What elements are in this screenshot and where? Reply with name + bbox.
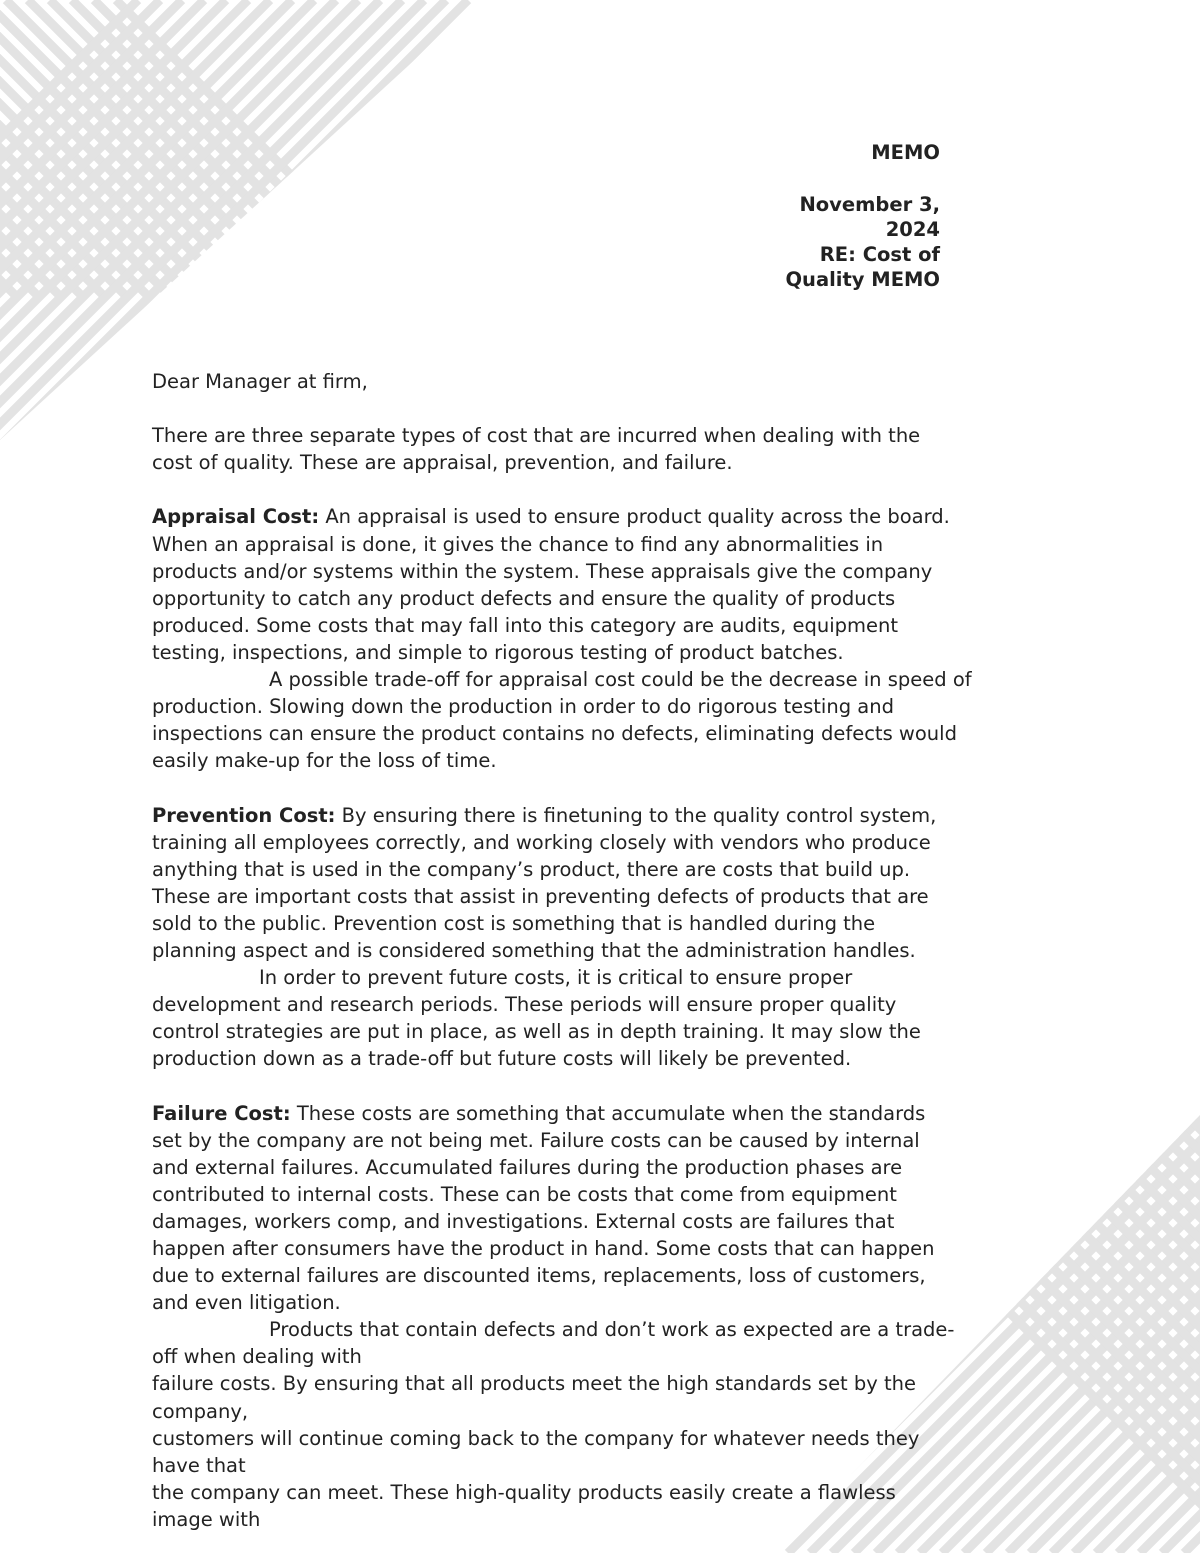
decorative-stripe xyxy=(0,0,262,300)
memo-subject: RE: Cost of Quality MEMO xyxy=(785,243,940,291)
decorative-stripe xyxy=(1108,1103,1200,1553)
decorative-stripe xyxy=(1086,1103,1200,1553)
decorative-stripe xyxy=(1042,1103,1200,1553)
decorative-stripe xyxy=(1196,1103,1200,1553)
memo-title: MEMO xyxy=(871,141,940,164)
decorative-stripe xyxy=(1030,1103,1200,1553)
decorative-stripe xyxy=(0,0,86,300)
decorative-stripe xyxy=(0,0,130,300)
decorative-stripe xyxy=(94,0,394,300)
decorative-stripe xyxy=(1064,1103,1200,1553)
decorative-stripe xyxy=(0,0,174,300)
appraisal-label: Appraisal Cost: xyxy=(152,505,320,529)
decorative-stripe xyxy=(0,0,240,300)
prevention-tradeoff: In order to prevent future costs, it is critical to ensure proper development and research periods. These periods will ensure proper quality control strategies are put in place, as well as in depth training. It may slow the production down as a trade-off but future costs will likely be prevented. xyxy=(152,966,921,1071)
decorative-stripe xyxy=(1118,1103,1200,1553)
memo-header xyxy=(680,140,940,292)
intro-paragraph: There are three separate types of cost that are incurred when dealing with the cost of quality. These are appraisal, prevention, and failure. xyxy=(152,424,921,475)
decorative-stripe xyxy=(1052,1103,1200,1553)
memo-date: November 3, 2024 xyxy=(799,193,940,241)
decorative-stripe xyxy=(6,0,306,300)
decorative-stripe xyxy=(1162,1103,1200,1553)
decorative-stripe xyxy=(72,0,372,300)
decorative-stripe xyxy=(0,0,108,300)
failure-label: Failure Cost: xyxy=(152,1101,291,1125)
prevention-label: Prevention Cost: xyxy=(152,803,336,827)
decorative-stripe xyxy=(0,0,138,440)
failure-text: These costs are something that accumulate when the standards set by the company are not being met. Failure costs can be caused by internal and external failures. Accumulated failures during the production phases are contributed to internal costs. These can be costs that come from equipment damages, workers comp, and investigations. External costs are failures that happen after consumers have the product in hand. Some costs that can happen due to external failures are discounted items, replacements, loss of customers, and even litigation. xyxy=(152,1101,935,1315)
failure-tradeoff: Products that contain defects and don’t work as expected are a trade- off when dealing with failure costs. By ensuring that all products meet the high standards set by the company, customers will continue coming back to the company for whatever needs they have that the company can meet. These high-quality products easily create a flawless image with xyxy=(152,1318,955,1531)
decorative-stripe xyxy=(1096,1103,1200,1553)
decorative-stripe xyxy=(0,0,196,300)
decorative-stripe xyxy=(0,0,64,300)
decorative-stripe xyxy=(0,0,20,300)
appraisal-tradeoff: A possible trade-off for appraisal cost could be the decrease in speed of production. Slowing down the production in order to do rigorous testing and inspections can ensure the product contains no defects, eliminating defects would easily make-up for the loss of time. xyxy=(152,668,972,773)
memo-body xyxy=(152,368,1052,1533)
decorative-stripe xyxy=(0,0,42,300)
decorative-stripe xyxy=(116,0,416,300)
prevention-paragraph xyxy=(152,802,1052,965)
salutation: Dear Manager at firm, xyxy=(152,370,368,393)
decorative-stripe xyxy=(0,0,218,300)
decorative-stripe xyxy=(28,0,328,300)
decorative-stripe xyxy=(1130,1103,1200,1553)
decorative-stripe xyxy=(1152,1103,1200,1553)
appraisal-paragraph xyxy=(152,503,1052,666)
decorative-stripe xyxy=(0,0,152,300)
decorative-stripe xyxy=(1074,1103,1200,1553)
decorative-stripe xyxy=(1184,1103,1200,1553)
appraisal-text: An appraisal is used to ensure product quality across the board. When an appraisal is done, it gives the chance to find any abnormalities in products and/or systems within the system. These appraisals give the company opportunity to catch any product defects and ensure the quality of products produced. Some costs that may fall into this category are audits, equipment testing, inspections, and simple to rigorous testing of product batches. xyxy=(152,505,950,664)
prevention-text: By ensuring there is finetuning to the quality control system, training all employees correctly, and working closely with vendors who produce anything that is used in the company’s product, there are costs that build up. These are important costs that assist in preventing defects of products that are sold to the public. Prevention cost is something that is handled during the planning aspect and is considered something that the administration handles. xyxy=(152,803,937,962)
decorative-stripe xyxy=(1174,1103,1200,1553)
decorative-stripe xyxy=(1140,1103,1200,1553)
decorative-stripe xyxy=(50,0,350,300)
decorative-stripe xyxy=(0,0,160,440)
decorative-stripe xyxy=(0,0,284,300)
failure-paragraph xyxy=(152,1100,1052,1317)
